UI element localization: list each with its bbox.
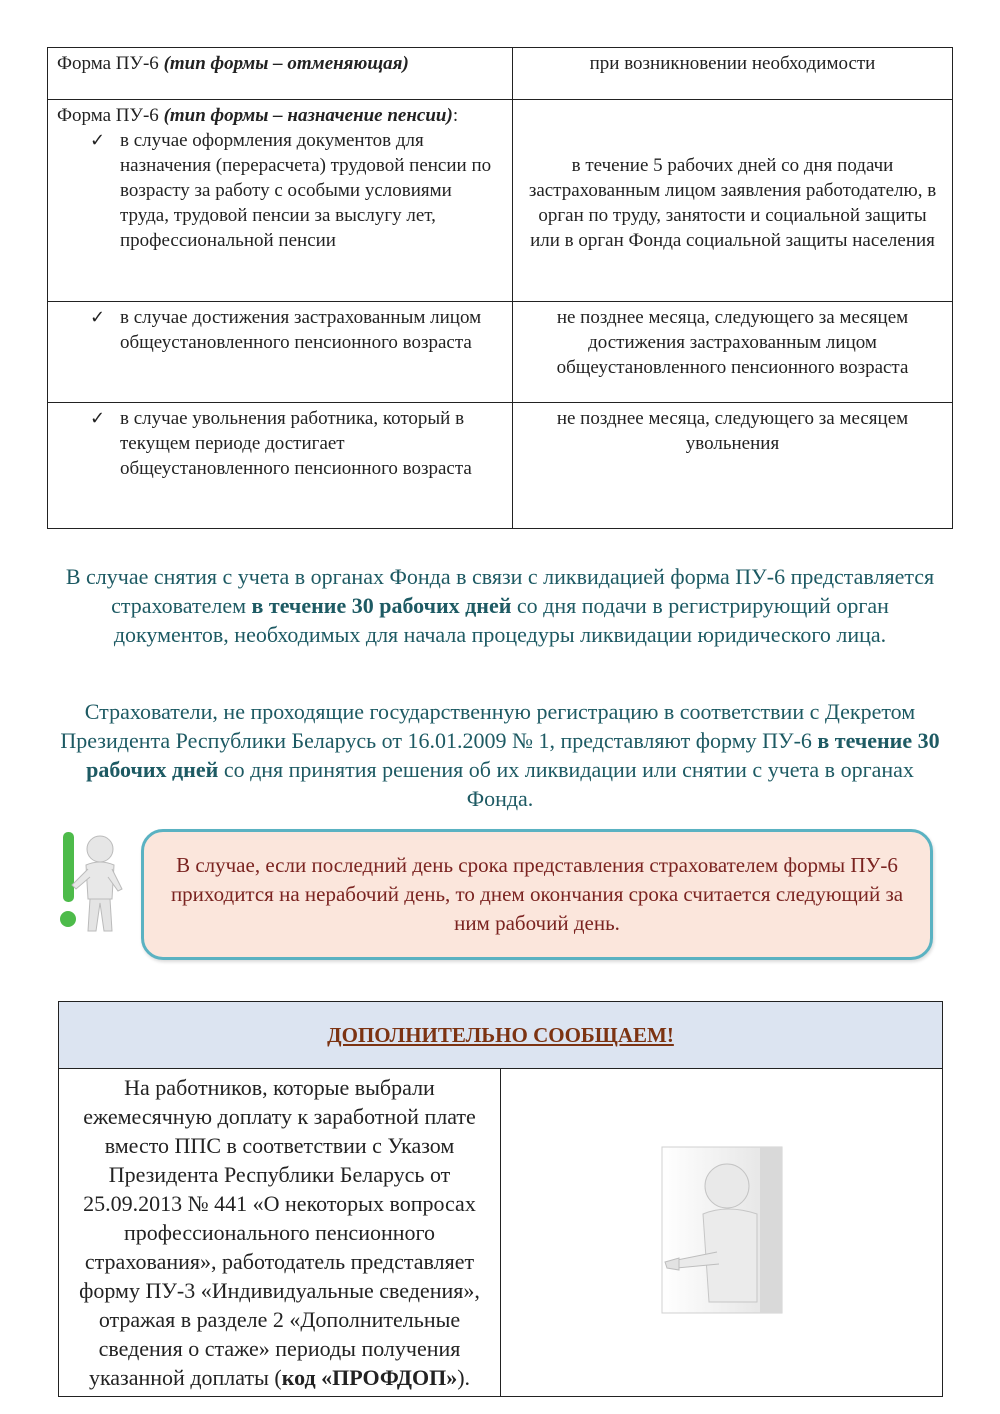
- form-type-cell: [48, 48, 513, 100]
- non-registered-insurers-paragraph: [60, 697, 940, 813]
- table-row: [48, 48, 953, 100]
- notice-text: В случае, если последний день срока представления страхователем формы ПУ-6 приходится на нерабочий день, то днем окончания срока считается следующий за ним рабочий день.: [170, 853, 904, 935]
- emphasis: в течение 30 рабочих дней: [86, 728, 940, 782]
- checkmark-icon: ✓: [90, 408, 106, 429]
- deadline-text: не позднее месяца, следующего за месяцем увольнения: [556, 408, 909, 454]
- deadline-text: не позднее месяца, следующего за месяцем достижения застрахованным лицом общеустановленного пенсионного возраста: [556, 307, 909, 378]
- list-item: [57, 305, 503, 355]
- table-row: [59, 1002, 943, 1069]
- pointing-person-icon: [657, 1142, 787, 1318]
- notice-callout: [141, 829, 933, 960]
- form-type-label: (тип формы – отменяющая): [163, 53, 409, 74]
- emphasis: в течение 30 рабочих дней: [251, 593, 512, 618]
- liquidation-paragraph: [60, 562, 940, 649]
- exclamation-person-icon: [48, 827, 130, 937]
- text-part: В случае снятия с учета в органах Фонда в связи с ликвидацией форма ПУ-6 представляется страхователем: [65, 564, 935, 618]
- condition-cell: [48, 403, 513, 529]
- text-part: Страхователи, не проходящие государственную регистрацию в соответствии с Декретом Президента Республики Беларусь от 16.01.2009 № 1, представляют форму ПУ-6: [60, 699, 916, 753]
- additional-info-header: [59, 1002, 943, 1069]
- condition-text: в случае достижения застрахованным лицом общеустановленного пенсионного возраста: [120, 307, 482, 353]
- section-title: ДОПОЛНИТЕЛЬНО СООБЩАЕМ!: [327, 1022, 674, 1047]
- deadline-cell: [513, 403, 953, 529]
- deadline-text: при возникновении необходимости: [589, 53, 876, 74]
- list-item: [57, 128, 503, 253]
- checkmark-icon: ✓: [90, 307, 106, 328]
- text-part: со дня принятия решения об их ликвидации или снятии с учета в органах Фонда.: [218, 757, 914, 811]
- form-name: Форма ПУ-6: [57, 105, 159, 126]
- additional-info-table: [58, 1001, 943, 1397]
- list-item: [57, 406, 503, 481]
- additional-info-text-cell: [59, 1069, 501, 1397]
- table-row: [48, 403, 953, 529]
- deadline-cell: [513, 100, 953, 302]
- code-label: код «ПРОФДОП»: [281, 1365, 458, 1390]
- table-row: [48, 100, 953, 302]
- text-part: На работников, которые выбрали ежемесячную доплату к заработной плате вместо ППС в соответствии с Указом Президента Республики Беларусь от 25.09.2013 № 441 «О некоторых вопросах профессионального пенсионного страхования», работодатель представляет форму ПУ-3 «Индивидуальные сведения», отражая в разделе 2 «Дополнительные сведения о стаже» периоды получения указанной доплаты (: [79, 1075, 480, 1390]
- deadline-text: в течение 5 рабочих дней со дня подачи застрахованным лицом заявления работодателю, в орган по труду, занятости и социальной защиты или в орган Фонда социальной защиты населения: [528, 155, 937, 251]
- deadline-cell: [513, 48, 953, 100]
- figure-cell: [501, 1069, 943, 1397]
- text-part: со дня подачи в регистрирующий орган документов, необходимых для начала процедуры ликвидации юридического лица.: [113, 593, 889, 647]
- condition-text: в случае оформления документов для назначения (перерасчета) трудовой пенсии по возрасту за работу с особыми условиями труда, трудовой пенсии за выслугу лет, профессиональной пенсии: [120, 130, 492, 251]
- deadlines-table: [47, 47, 953, 529]
- checkmark-icon: ✓: [90, 130, 106, 151]
- table-row: [59, 1069, 943, 1397]
- condition-text: в случае увольнения работника, который в текущем периоде достигает общеустановленного пенсионного возраста: [120, 408, 472, 479]
- text-part: ).: [457, 1365, 471, 1390]
- deadline-cell: [513, 302, 953, 403]
- form-name: Форма ПУ-6: [57, 53, 159, 74]
- condition-cell: [48, 302, 513, 403]
- form-type-label: (тип формы – назначение пенсии): [163, 105, 453, 126]
- table-row: [48, 302, 953, 403]
- colon: :: [452, 105, 459, 126]
- form-type-cell: [48, 100, 513, 302]
